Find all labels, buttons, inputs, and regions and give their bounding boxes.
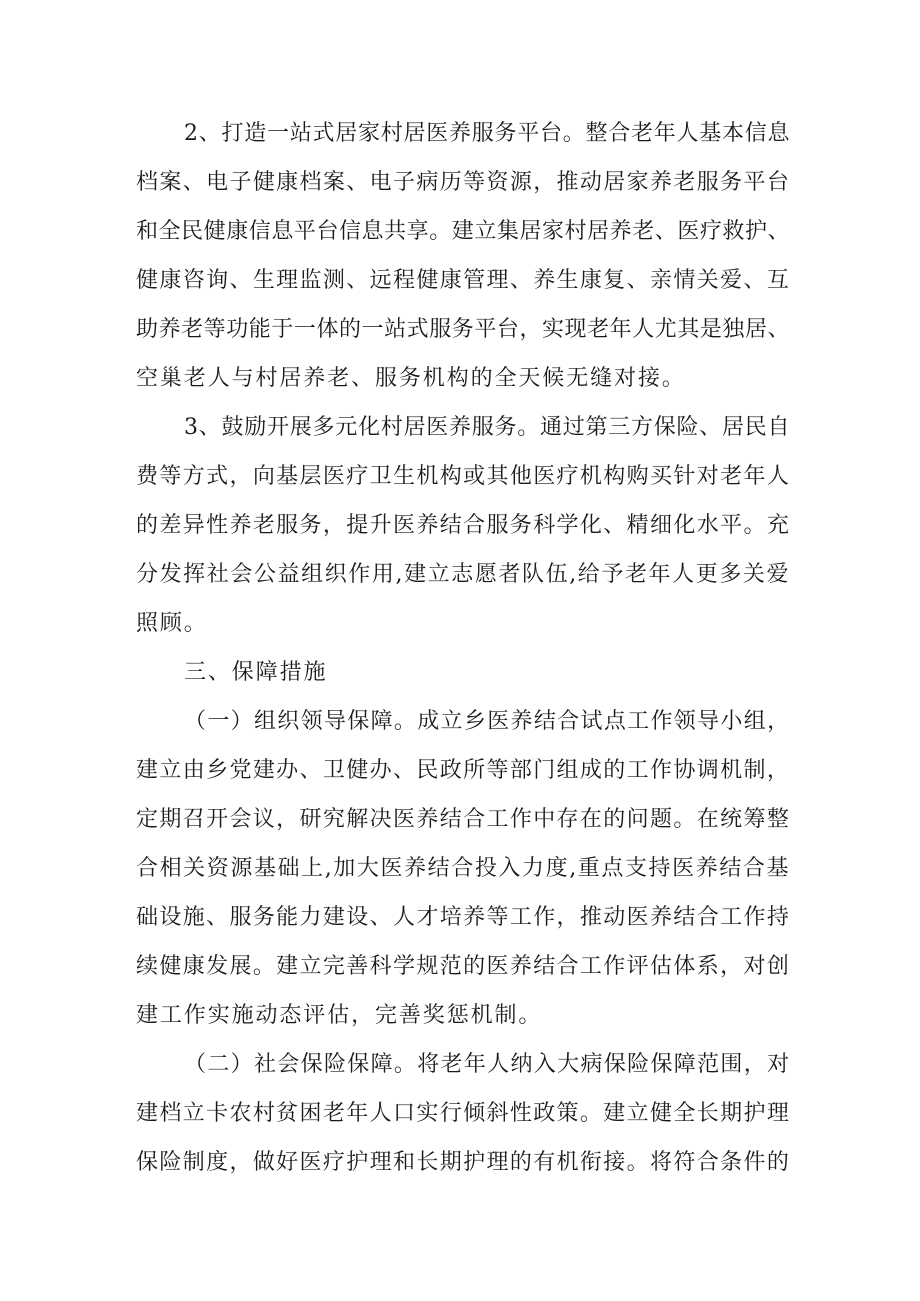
text-line: （二）社会保险保障。将老年人纳入大病保险保障范围，对 [184, 1052, 791, 1077]
text-line: 健康咨询、生理监测、远程健康管理、养生康复、亲情关爱、互 [136, 268, 791, 293]
text-line: 的差异性养老服务，提升医养结合服务科学化、精细化水平。充 [136, 513, 791, 538]
text-line: 照顾。 [136, 611, 208, 636]
text-line: 础设施、服务能力建设、人才培养等工作，推动医养结合工作持 [136, 905, 791, 930]
text-line: 分发挥社会公益组织作用,建立志愿者队伍,给予老年人更多关爱 [136, 562, 791, 587]
section-heading: 三、保障措施 [184, 660, 328, 685]
text-line: 档案、电子健康档案、电子病历等资源，推动居家养老服务平台 [136, 170, 791, 195]
text-line: 3、鼓励开展多元化村居医养服务。通过第三方保险、居民自 [184, 415, 791, 440]
text-line: 保险制度，做好医疗护理和长期护理的有机衔接。将符合条件的 [136, 1150, 791, 1175]
text-line: 建立由乡党建办、卫健办、民政所等部门组成的工作协调机制， [136, 758, 791, 783]
text-line: 空巢老人与村居养老、服务机构的全天候无缝对接。 [136, 366, 686, 391]
text-line: 续健康发展。建立完善科学规范的医养结合工作评估体系，对创 [136, 954, 791, 979]
text-line: 和全民健康信息平台信息共享。建立集居家村居养老、医疗救护、 [136, 219, 791, 244]
text-line: 建工作实施动态评估，完善奖惩机制。 [136, 1003, 543, 1028]
text-line: 2、打造一站式居家村居医养服务平台。整合老年人基本信息 [184, 121, 791, 146]
text-line: 费等方式，向基层医疗卫生机构或其他医疗机构购买针对老年人 [136, 464, 791, 489]
text-line: 助养老等功能于一体的一站式服务平台，实现老年人尤其是独居、 [136, 317, 791, 342]
text-line: 建档立卡农村贫困老年人口实行倾斜性政策。建立健全长期护理 [136, 1101, 791, 1126]
text-line: 定期召开会议，研究解决医养结合工作中存在的问题。在统筹整 [136, 807, 791, 832]
text-line: 合相关资源基础上,加大医养结合投入力度,重点支持医养结合基 [136, 856, 791, 881]
text-line: （一）组织领导保障。成立乡医养结合试点工作领导小组， [184, 709, 791, 734]
